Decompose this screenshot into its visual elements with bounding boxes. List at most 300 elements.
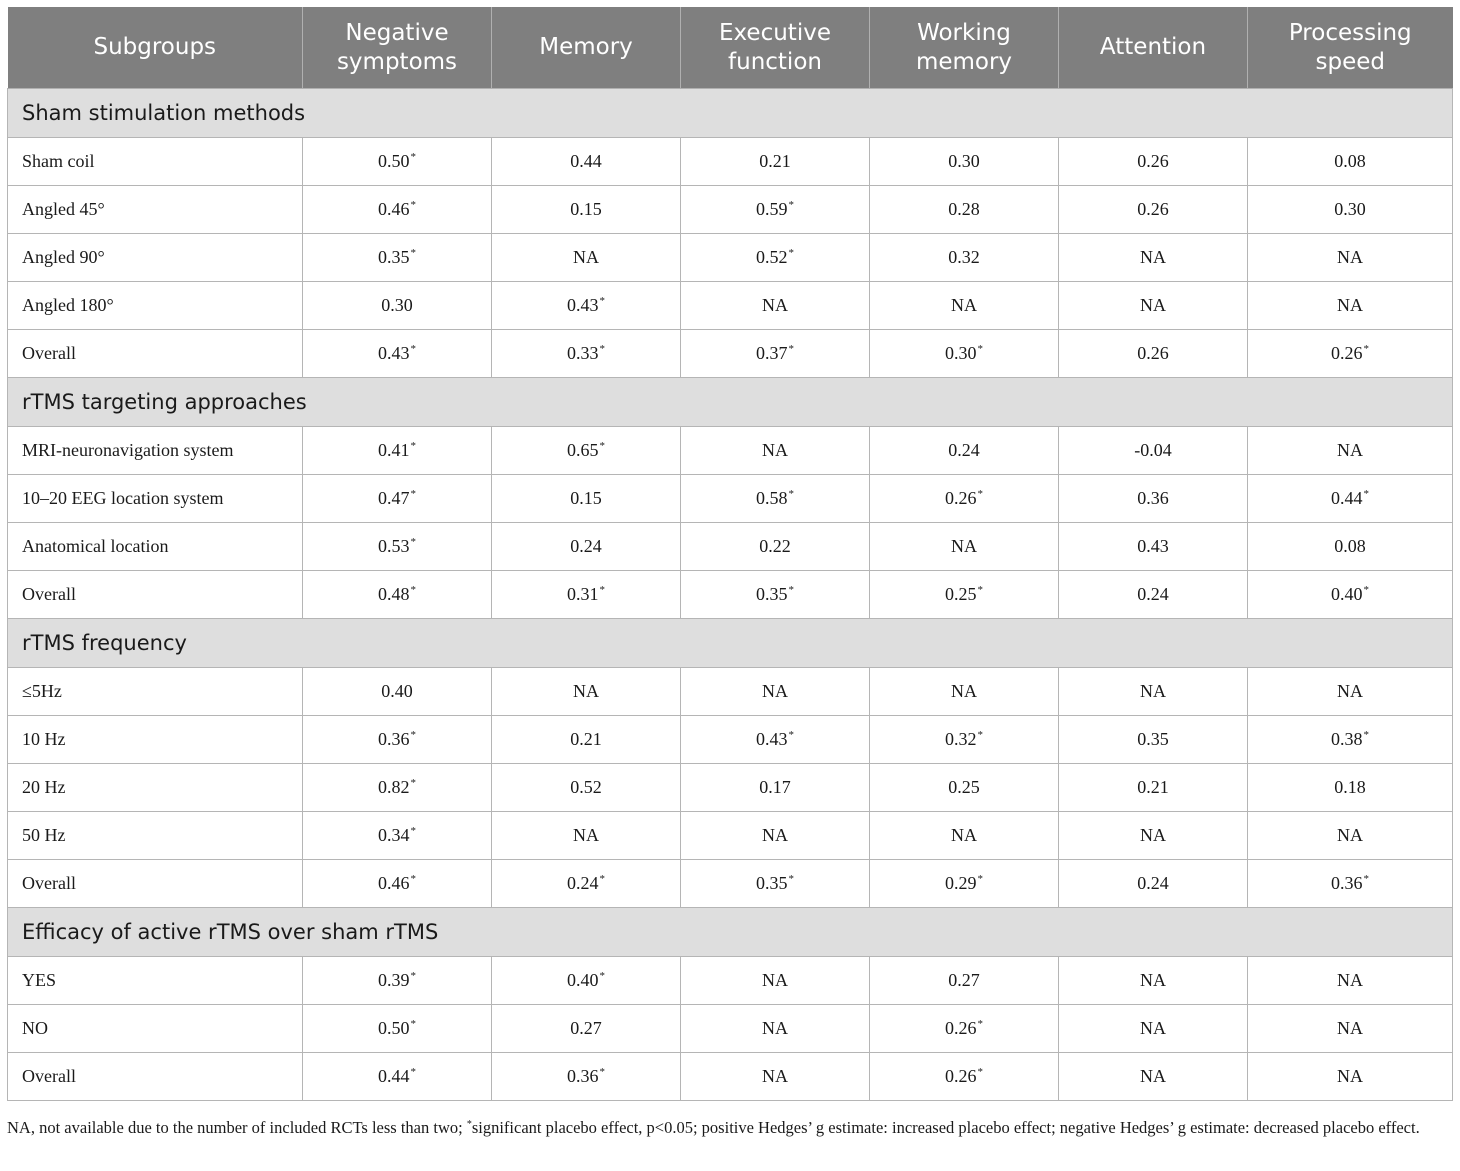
cell-value: 0.31 [567, 584, 599, 604]
cell-value: NA [1337, 1066, 1363, 1086]
significance-mark: * [410, 247, 416, 259]
cell-value: NA [762, 440, 788, 460]
table-cell [870, 234, 1059, 282]
table-cell [303, 764, 492, 812]
table-cell [870, 186, 1059, 234]
cell-value: 0.35 [1137, 729, 1169, 749]
significance-mark: * [410, 825, 416, 837]
significance-mark: * [1363, 343, 1369, 355]
cell-value: 0.44 [378, 1066, 410, 1086]
row-label: 10 Hz [8, 716, 303, 764]
table-cell [1059, 475, 1248, 523]
table-cell [1248, 812, 1453, 860]
cell-value: 0.50 [378, 151, 410, 171]
table-cell [303, 716, 492, 764]
cell-value: 0.35 [378, 247, 410, 267]
table-cell [303, 282, 492, 330]
table-cell [492, 523, 681, 571]
table-cell [1248, 330, 1453, 378]
cell-value: 0.30 [945, 343, 977, 363]
table-cell [681, 571, 870, 619]
table-cell [681, 427, 870, 475]
cell-value: NA [573, 681, 599, 701]
cell-value: NA [1140, 1018, 1166, 1038]
cell-value: 0.46 [378, 199, 410, 219]
significance-mark: * [410, 440, 416, 452]
significance-mark: * [977, 488, 983, 500]
cell-value: 0.24 [1137, 584, 1169, 604]
significance-mark: * [788, 873, 794, 885]
cell-value: NA [1140, 970, 1166, 990]
section-header-row [8, 619, 1453, 668]
cell-value: NA [1140, 247, 1166, 267]
row-label: Overall [8, 1053, 303, 1101]
cell-value: NA [762, 825, 788, 845]
significance-mark: * [410, 151, 416, 163]
cell-value: 0.37 [756, 343, 788, 363]
cell-value: 0.43 [378, 343, 410, 363]
table-cell [1248, 1053, 1453, 1101]
cell-value: NA [762, 295, 788, 315]
cell-value: 0.53 [378, 536, 410, 556]
significance-mark: * [599, 343, 605, 355]
cell-value: 0.46 [378, 873, 410, 893]
cell-value: NA [1337, 247, 1363, 267]
row-label: MRI-neuronavigation system [8, 427, 303, 475]
table-row [8, 1053, 1453, 1101]
cell-value: 0.34 [378, 825, 410, 845]
significance-mark: * [410, 970, 416, 982]
table-cell [303, 860, 492, 908]
table-cell [492, 475, 681, 523]
significance-mark: * [788, 488, 794, 500]
table-row [8, 330, 1453, 378]
table-cell [870, 716, 1059, 764]
table-cell [681, 523, 870, 571]
cell-value: 0.26 [945, 1018, 977, 1038]
significance-mark: * [977, 729, 983, 741]
significance-mark: * [599, 440, 605, 452]
table-cell [1059, 427, 1248, 475]
section-title: Sham stimulation methods [8, 89, 1453, 138]
table-cell [681, 234, 870, 282]
table-cell [870, 812, 1059, 860]
cell-value: NA [951, 295, 977, 315]
cell-value: 0.36 [1331, 873, 1363, 893]
significance-mark: * [599, 970, 605, 982]
table-cell [1059, 668, 1248, 716]
table-cell [681, 860, 870, 908]
table-cell [870, 668, 1059, 716]
significance-mark: * [410, 343, 416, 355]
table-row [8, 957, 1453, 1005]
table-cell [681, 282, 870, 330]
cell-value: 0.26 [945, 1066, 977, 1086]
cell-value: 0.38 [1331, 729, 1363, 749]
table-cell [1248, 571, 1453, 619]
row-label: 10–20 EEG location system [8, 475, 303, 523]
cell-value: 0.39 [378, 970, 410, 990]
significance-mark: * [788, 343, 794, 355]
table-cell [870, 764, 1059, 812]
table-cell [303, 1053, 492, 1101]
cell-value: NA [1337, 440, 1363, 460]
row-label: ≤5Hz [8, 668, 303, 716]
significance-mark: * [410, 777, 416, 789]
cell-value: 0.32 [948, 247, 980, 267]
cell-value: 0.26 [1137, 151, 1169, 171]
table-cell [1059, 234, 1248, 282]
table-cell [1059, 812, 1248, 860]
table-cell [1248, 957, 1453, 1005]
table-header [8, 7, 1453, 89]
table-cell [1248, 427, 1453, 475]
table-cell [492, 234, 681, 282]
significance-mark: * [977, 584, 983, 596]
cell-value: 0.27 [570, 1018, 602, 1038]
results-table [7, 7, 1453, 1101]
table-cell [1059, 330, 1248, 378]
table-cell [1059, 860, 1248, 908]
table-cell [492, 1053, 681, 1101]
table-cell [492, 668, 681, 716]
cell-value: 0.22 [759, 536, 791, 556]
table-row [8, 186, 1453, 234]
table-cell [492, 860, 681, 908]
table-cell [1059, 523, 1248, 571]
significance-mark: * [788, 584, 794, 596]
cell-value: 0.52 [570, 777, 602, 797]
cell-value: 0.52 [756, 247, 788, 267]
cell-value: 0.58 [756, 488, 788, 508]
table-cell [870, 860, 1059, 908]
table-cell [303, 812, 492, 860]
table-cell [870, 1053, 1059, 1101]
cell-value: NA [951, 536, 977, 556]
cell-value: NA [762, 1018, 788, 1038]
cell-value: NA [1337, 681, 1363, 701]
cell-value: 0.08 [1334, 536, 1366, 556]
table-cell [681, 138, 870, 186]
table-cell [492, 716, 681, 764]
cell-value: -0.04 [1134, 440, 1172, 460]
header-attention: Attention [1059, 7, 1248, 89]
table-cell [1059, 186, 1248, 234]
significance-mark: * [599, 295, 605, 307]
cell-value: 0.18 [1334, 777, 1366, 797]
table-row [8, 523, 1453, 571]
table-footnote [7, 1116, 1452, 1139]
table-cell [1059, 571, 1248, 619]
table-cell [303, 427, 492, 475]
cell-value: 0.35 [756, 873, 788, 893]
row-label: Angled 90° [8, 234, 303, 282]
section-title: rTMS frequency [8, 619, 1453, 668]
table-cell [1248, 234, 1453, 282]
cell-value: 0.43 [567, 295, 599, 315]
cell-value: NA [1140, 681, 1166, 701]
significance-mark: * [977, 1066, 983, 1078]
cell-value: 0.27 [948, 970, 980, 990]
table-cell [681, 812, 870, 860]
table-cell [1248, 716, 1453, 764]
row-label: NO [8, 1005, 303, 1053]
table-cell [1248, 1005, 1453, 1053]
table-cell [1059, 764, 1248, 812]
cell-value: 0.26 [1137, 343, 1169, 363]
table-cell [681, 764, 870, 812]
table-cell [681, 1005, 870, 1053]
significance-mark: * [977, 873, 983, 885]
header-row [8, 7, 1453, 89]
table-cell [1059, 282, 1248, 330]
significance-mark: * [1363, 584, 1369, 596]
table-body [8, 89, 1453, 1101]
table-cell [303, 668, 492, 716]
table-cell [303, 475, 492, 523]
table-cell [492, 571, 681, 619]
table-cell [492, 764, 681, 812]
cell-value: 0.26 [1137, 199, 1169, 219]
cell-value: 0.21 [570, 729, 602, 749]
cell-value: 0.47 [378, 488, 410, 508]
table-row [8, 668, 1453, 716]
cell-value: NA [1337, 1018, 1363, 1038]
table-cell [870, 427, 1059, 475]
cell-value: 0.59 [756, 199, 788, 219]
cell-value: 0.41 [378, 440, 410, 460]
cell-value: NA [762, 970, 788, 990]
row-label: Sham coil [8, 138, 303, 186]
table-cell [870, 571, 1059, 619]
table-cell [492, 186, 681, 234]
table-container [7, 7, 1452, 1101]
significance-mark: * [977, 1018, 983, 1030]
cell-value: NA [951, 681, 977, 701]
footnote-text-part1: NA, not available due to the number of included RCTs less than two; [7, 1118, 467, 1137]
significance-mark: * [410, 536, 416, 548]
table-cell [303, 234, 492, 282]
table-cell [1059, 716, 1248, 764]
header-subgroups: Subgroups [8, 7, 303, 89]
cell-value: 0.24 [1137, 873, 1169, 893]
footnote-text-part2: significant placebo effect, p<0.05; positive Hedges’ g estimate: increased placebo effect; negative Hedges’ g estimate: decreased placebo effect. [471, 1118, 1420, 1137]
table-row [8, 1005, 1453, 1053]
cell-value: 0.24 [948, 440, 980, 460]
table-cell [1059, 1005, 1248, 1053]
section-header-row [8, 89, 1453, 138]
table-cell [1248, 186, 1453, 234]
table-cell [870, 138, 1059, 186]
significance-mark: * [1363, 873, 1369, 885]
table-cell [303, 523, 492, 571]
table-row [8, 716, 1453, 764]
significance-mark: * [788, 199, 794, 211]
table-cell [870, 475, 1059, 523]
cell-value: NA [1140, 295, 1166, 315]
cell-value: 0.25 [948, 777, 980, 797]
table-cell [492, 330, 681, 378]
cell-value: 0.36 [567, 1066, 599, 1086]
cell-value: 0.65 [567, 440, 599, 460]
cell-value: NA [573, 825, 599, 845]
row-label: 50 Hz [8, 812, 303, 860]
row-label: Overall [8, 571, 303, 619]
footnote-significance-mark: * [466, 1119, 472, 1130]
table-cell [1059, 138, 1248, 186]
row-label: 20 Hz [8, 764, 303, 812]
table-cell [1248, 668, 1453, 716]
cell-value: 0.15 [570, 199, 602, 219]
cell-value: 0.44 [1331, 488, 1363, 508]
table-cell [1248, 764, 1453, 812]
table-row [8, 138, 1453, 186]
row-label: Angled 45° [8, 186, 303, 234]
table-cell [303, 138, 492, 186]
cell-value: 0.24 [570, 536, 602, 556]
significance-mark: * [410, 1018, 416, 1030]
cell-value: 0.50 [378, 1018, 410, 1038]
cell-value: 0.21 [759, 151, 791, 171]
significance-mark: * [599, 873, 605, 885]
cell-value: 0.26 [945, 488, 977, 508]
significance-mark: * [788, 247, 794, 259]
cell-value: 0.30 [1334, 199, 1366, 219]
row-label: Anatomical location [8, 523, 303, 571]
table-cell [1059, 957, 1248, 1005]
table-cell [681, 957, 870, 1005]
table-cell [681, 716, 870, 764]
table-cell [681, 186, 870, 234]
cell-value: 0.43 [756, 729, 788, 749]
table-cell [1248, 475, 1453, 523]
table-cell [681, 330, 870, 378]
section-title: rTMS targeting approaches [8, 378, 1453, 427]
table-cell [303, 957, 492, 1005]
table-cell [492, 138, 681, 186]
cell-value: 0.82 [378, 777, 410, 797]
cell-value: 0.21 [1137, 777, 1169, 797]
table-row [8, 571, 1453, 619]
header-executive-function: Executive function [681, 7, 870, 89]
table-cell [681, 475, 870, 523]
table-row [8, 764, 1453, 812]
row-label: Overall [8, 330, 303, 378]
cell-value: 0.48 [378, 584, 410, 604]
table-cell [1248, 282, 1453, 330]
table-row [8, 427, 1453, 475]
cell-value: 0.40 [1331, 584, 1363, 604]
cell-value: 0.40 [567, 970, 599, 990]
section-header-row [8, 908, 1453, 957]
cell-value: NA [1337, 825, 1363, 845]
table-row [8, 475, 1453, 523]
table-cell [870, 282, 1059, 330]
cell-value: 0.08 [1334, 151, 1366, 171]
cell-value: 0.15 [570, 488, 602, 508]
cell-value: NA [1337, 970, 1363, 990]
cell-value: NA [1337, 295, 1363, 315]
cell-value: 0.36 [378, 729, 410, 749]
table-cell [492, 427, 681, 475]
table-cell [492, 812, 681, 860]
row-label: YES [8, 957, 303, 1005]
significance-mark: * [599, 1066, 605, 1078]
significance-mark: * [977, 343, 983, 355]
significance-mark: * [1363, 488, 1369, 500]
table-cell [1248, 523, 1453, 571]
section-title: Efficacy of active rTMS over sham rTMS [8, 908, 1453, 957]
table-cell [681, 668, 870, 716]
header-working-memory: Working memory [870, 7, 1059, 89]
cell-value: NA [1140, 825, 1166, 845]
significance-mark: * [410, 199, 416, 211]
significance-mark: * [1363, 729, 1369, 741]
cell-value: NA [1140, 1066, 1166, 1086]
row-label: Overall [8, 860, 303, 908]
header-processing-speed: Processing speed [1248, 7, 1453, 89]
cell-value: NA [762, 681, 788, 701]
cell-value: 0.26 [1331, 343, 1363, 363]
table-cell [870, 330, 1059, 378]
header-negative-symptoms: Negative symptoms [303, 7, 492, 89]
significance-mark: * [410, 729, 416, 741]
significance-mark: * [410, 1066, 416, 1078]
significance-mark: * [410, 873, 416, 885]
cell-value: 0.32 [945, 729, 977, 749]
table-cell [492, 1005, 681, 1053]
cell-value: 0.29 [945, 873, 977, 893]
cell-value: 0.17 [759, 777, 791, 797]
cell-value: 0.24 [567, 873, 599, 893]
table-cell [1059, 1053, 1248, 1101]
cell-value: 0.30 [381, 295, 413, 315]
table-cell [303, 186, 492, 234]
cell-value: 0.43 [1137, 536, 1169, 556]
header-memory: Memory [492, 7, 681, 89]
table-cell [870, 957, 1059, 1005]
row-label: Angled 180° [8, 282, 303, 330]
table-cell [303, 330, 492, 378]
significance-mark: * [788, 729, 794, 741]
table-row [8, 812, 1453, 860]
cell-value: 0.36 [1137, 488, 1169, 508]
table-row [8, 282, 1453, 330]
table-cell [681, 1053, 870, 1101]
table-cell [492, 957, 681, 1005]
cell-value: 0.25 [945, 584, 977, 604]
cell-value: 0.44 [570, 151, 602, 171]
table-row [8, 234, 1453, 282]
table-cell [1248, 138, 1453, 186]
table-cell [492, 282, 681, 330]
table-cell [303, 1005, 492, 1053]
cell-value: NA [951, 825, 977, 845]
table-cell [870, 1005, 1059, 1053]
significance-mark: * [410, 488, 416, 500]
table-cell [870, 523, 1059, 571]
cell-value: 0.35 [756, 584, 788, 604]
table-row [8, 860, 1453, 908]
cell-value: 0.30 [948, 151, 980, 171]
cell-value: 0.28 [948, 199, 980, 219]
cell-value: 0.33 [567, 343, 599, 363]
cell-value: NA [573, 247, 599, 267]
significance-mark: * [599, 584, 605, 596]
table-cell [1248, 860, 1453, 908]
table-cell [303, 571, 492, 619]
section-header-row [8, 378, 1453, 427]
